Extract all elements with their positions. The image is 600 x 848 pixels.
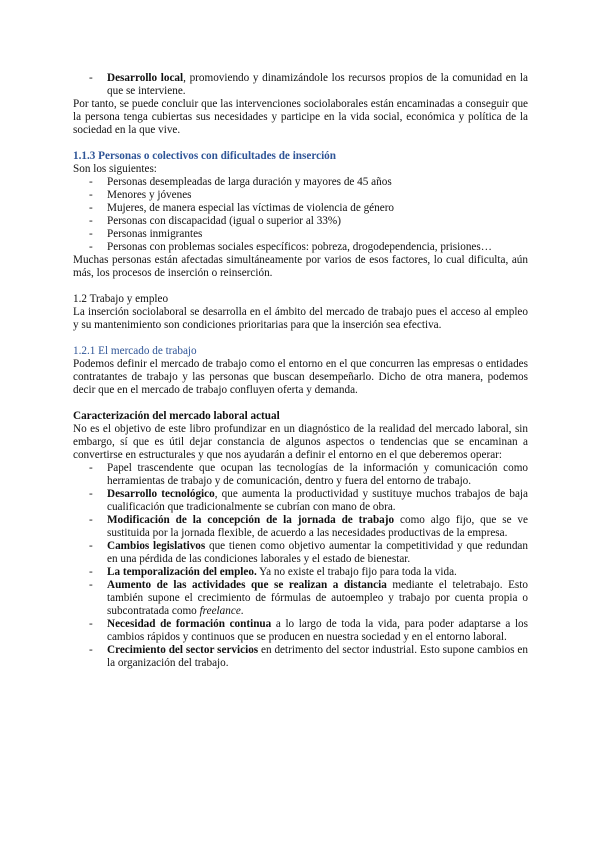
list-item: - Menores y jóvenes bbox=[73, 189, 528, 202]
list-item bbox=[73, 644, 528, 670]
groups-list bbox=[73, 176, 528, 254]
heading-1-1-3: 1.1.3 Personas o colectivos con dificultades de inserción bbox=[73, 150, 336, 162]
heading-1-2: 1.2 Trabajo y empleo bbox=[73, 293, 169, 305]
list-item bbox=[73, 488, 528, 514]
list-item-bold: Desarrollo local bbox=[107, 72, 184, 84]
section-closing: Muchas personas están afectadas simultáneamente por varios de esos factores, lo cual dificulta, aún más, los procesos de inserción o reinserción. bbox=[73, 254, 528, 279]
list-item-text: , que aumenta la productividad y sustituye muchos trabajos de baja cualificación que tradicionalmente se cubrían con mano de obra. bbox=[107, 488, 529, 513]
list-item-text: mediante el teletrabajo. Esto también supone el crecimiento de fórmulas de autoempleo y trabajo por cuenta propia o subcontratada como bbox=[107, 579, 528, 617]
section-paragraph: La inserción sociolaboral se desarrolla en el ámbito del mercado de trabajo pues el acceso al empleo y su mantenimiento son condiciones prioritarias para que la inserción sea efectiva. bbox=[73, 306, 528, 331]
list-item bbox=[73, 514, 528, 540]
list-item: - Mujeres, de manera especial las víctimas de violencia de género bbox=[73, 202, 528, 215]
section-lead: Son los siguientes: bbox=[73, 163, 157, 175]
list-item bbox=[73, 72, 528, 98]
list-item bbox=[73, 618, 528, 644]
list-item-text: , promoviendo y dinamizándole los recursos propios de la comunidad en la que se interviene. bbox=[107, 72, 528, 97]
list-item-text: a lo largo de toda la vida, para poder adaptarse a los cambios rápidos y continuos que se producen en nuestra sociedad y en el entorno laboral. bbox=[107, 618, 528, 643]
conclusion-paragraph: Por tanto, se puede concluir que las intervenciones sociolaborales están encaminadas a conseguir que la persona tenga cubiertas sus necesidades y participe en la vida social, económica y política de la sociedad en la que vive. bbox=[73, 98, 528, 136]
heading-caracterizacion: Caracterización del mercado laboral actual bbox=[73, 410, 280, 422]
section-paragraph: Podemos definir el mercado de trabajo como el entorno en el que concurren las empresas o entidades contratantes de trabajo y las personas que buscan desempeñarlo. Dicho de otra manera, podemos decir que en el mercado de trabajo confluyen oferta y demanda. bbox=[73, 358, 528, 396]
list-item: - Personas inmigrantes bbox=[73, 228, 528, 241]
list-item-bold: Modificación de la concepción de la jornada de trabajo bbox=[107, 514, 395, 526]
list-item-text: en detrimento del sector industrial. Esto supone cambios en la organización del trabajo. bbox=[107, 644, 528, 669]
heading-1-2-1: 1.2.1 El mercado de trabajo bbox=[73, 345, 197, 357]
list-item: - Personas con discapacidad (igual o superior al 33%) bbox=[73, 215, 528, 228]
list-item-bold: La temporalización del empleo. bbox=[107, 566, 257, 578]
list-item bbox=[73, 540, 528, 566]
list-item bbox=[73, 462, 528, 488]
list-item-bold: Cambios legislativos bbox=[107, 540, 206, 552]
list-item-tail: . bbox=[240, 605, 244, 617]
list-item-bold: Desarrollo tecnológico bbox=[107, 488, 215, 500]
list-item-text: Papel trascendente que ocupan las tecnologías de la información y comunicación como herramientas de trabajo y de comunicación, dentro y fuera del entorno de trabajo. bbox=[107, 462, 528, 487]
section-paragraph: No es el objetivo de este libro profundizar en un diagnóstico de la realidad del mercado laboral, sin embargo, sí que es útil dejar constancia de algunos aspectos o tendencias que se encaminan a convertirse en estructurales y que nos ayudarán a definir el entorno en el que deberemos operar: bbox=[73, 423, 528, 461]
list-item-bold: Crecimiento del sector servicios bbox=[107, 644, 259, 656]
list-item: - Personas desempleadas de larga duración y mayores de 45 años bbox=[73, 176, 528, 189]
list-item-text: Ya no existe el trabajo fijo para toda la vida. bbox=[256, 566, 457, 578]
intro-list bbox=[73, 72, 528, 98]
list-item-bold: Necesidad de formación continua bbox=[107, 618, 272, 630]
page-content bbox=[73, 72, 528, 670]
list-item-text: que tienen como objetivo aumentar la competitividad y que redundan en una pérdida de las condiciones laborales y el estado de bienestar. bbox=[107, 540, 528, 565]
list-item-text: como algo fijo, que se ve sustituida por la jornada flexible, de acuerdo a las necesidades productivas de la empresa. bbox=[107, 514, 528, 539]
list-item-italic: freelance bbox=[199, 605, 241, 617]
list-item bbox=[73, 579, 528, 618]
list-item bbox=[73, 566, 528, 579]
trends-list bbox=[73, 462, 528, 670]
list-item: - Personas con problemas sociales específicos: pobreza, drogodependencia, prisiones… bbox=[73, 241, 528, 254]
list-item-bold: Aumento de las actividades que se realizan a distancia bbox=[107, 579, 387, 591]
